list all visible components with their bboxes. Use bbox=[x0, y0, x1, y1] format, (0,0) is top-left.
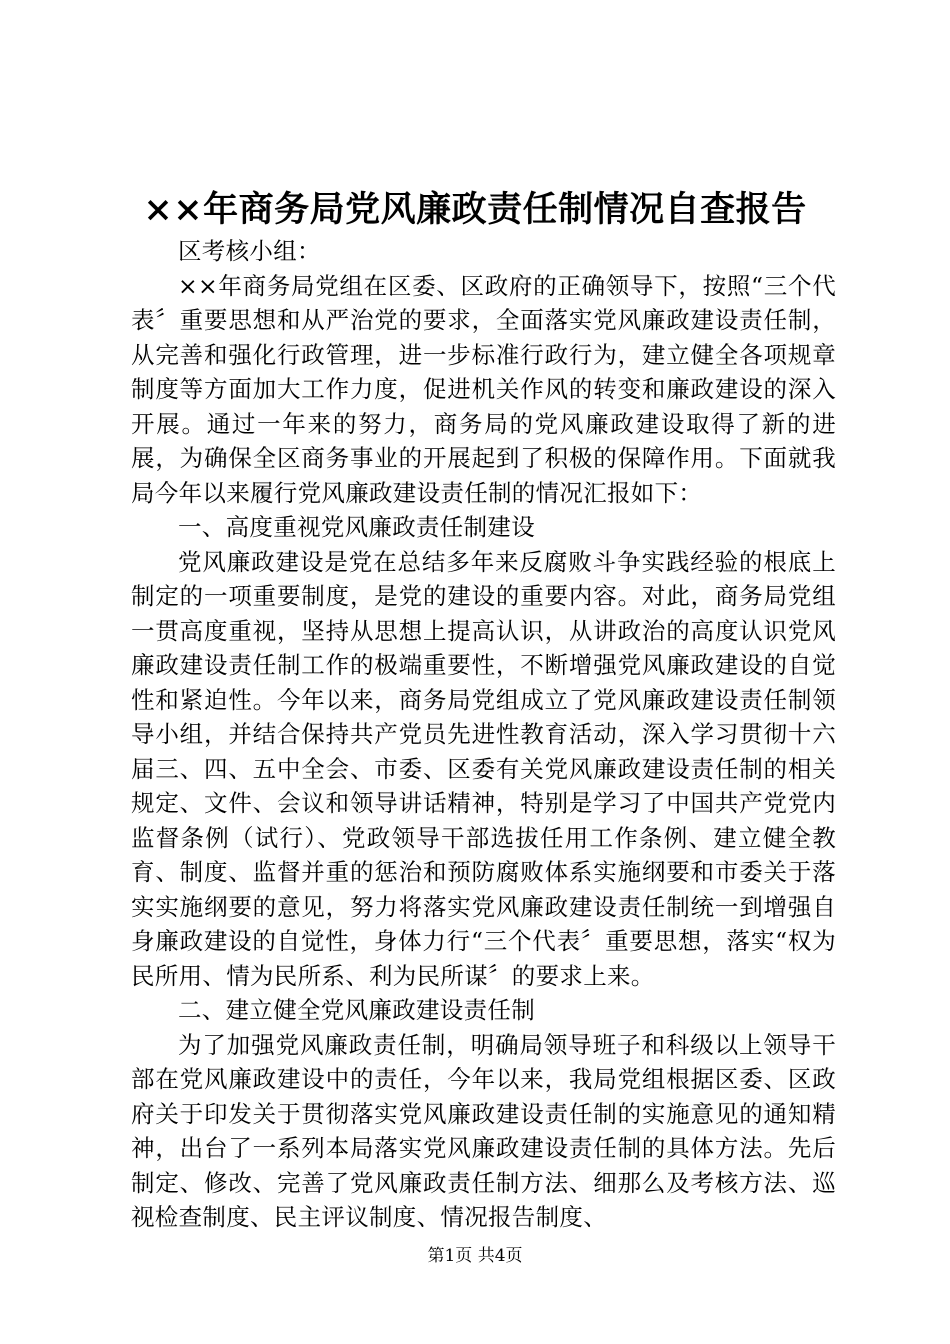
paragraph-section-1: 党风廉政建设是党在总结多年来反腐败斗争实践经验的根底上制定的一项重要制度，是党的建设的重要内容。对此，商务局党组一贯高度重视，坚持从思想上提高认识，从讲政治的高度认识党风廉政建设责任制工作的极端重要性，不断增强党风廉政建设的自觉性和紧迫性。今年以来，商务局党组成立了党风廉政建设责任制领导小组，并结合保持共产党员先进性教育活动，深入学习贯彻十六届三、四、五中全会、市委、区委有关党风廉政建设责任制的相关规定、文件、会议和领导讲话精神，特别是学习了中国共产党党内监督条例（试行）、党政领导干部选拔任用工作条例、建立健全教育、制度、监督并重的惩治和预防腐败体系实施纲要和市委关于落实实施纲要的意见，努力将落实党风廉政建设责任制统一到增强自身廉政建设的自觉性，身体力行“三个代表〞重要思想，落实“权为民所用、情为民所系、利为民所谋〞的要求上来。 bbox=[131, 547, 836, 990]
page-number: 第1页 共4页 bbox=[427, 1246, 523, 1266]
document-body bbox=[131, 234, 836, 1235]
paragraph-intro: ××年商务局党组在区委、区政府的正确领导下，按照“三个代表〞重要思想和从严治党的要求，全面落实党风廉政建设责任制，从完善和强化行政管理，进一步标准行政行为，建立健全各项规章制度等方面加大工作力度，促进机关作风的转变和廉政建设的深入开展。通过一年来的努力，商务局的党风廉政建设取得了新的进展，为确保全区商务事业的开展起到了积极的保障作用。下面就我局今年以来履行党风廉政建设责任制的情况汇报如下： bbox=[131, 271, 836, 507]
document-title: ××年商务局党风廉政责任制情况自查报告 bbox=[143, 189, 807, 230]
salutation: 区考核小组： bbox=[178, 237, 321, 265]
section-heading-1: 一、高度重视党风廉政责任制建设 bbox=[178, 513, 535, 541]
section-heading-2: 二、建立健全党风廉政建设责任制 bbox=[178, 996, 535, 1024]
paragraph-section-2: 为了加强党风廉政责任制，明确局领导班子和科级以上领导干部在党风廉政建设中的责任，今年以来，我局党组根据区委、区政府关于印发关于贯彻落实党风廉政建设责任制的实施意见的通知精神，出台了一系列本局落实党风廉政建设责任制的具体方法。先后制定、修改、完善了党风廉政责任制方法、细那么及考核方法、巡视检查制度、民主评议制度、情况报告制度、 bbox=[131, 1030, 836, 1231]
